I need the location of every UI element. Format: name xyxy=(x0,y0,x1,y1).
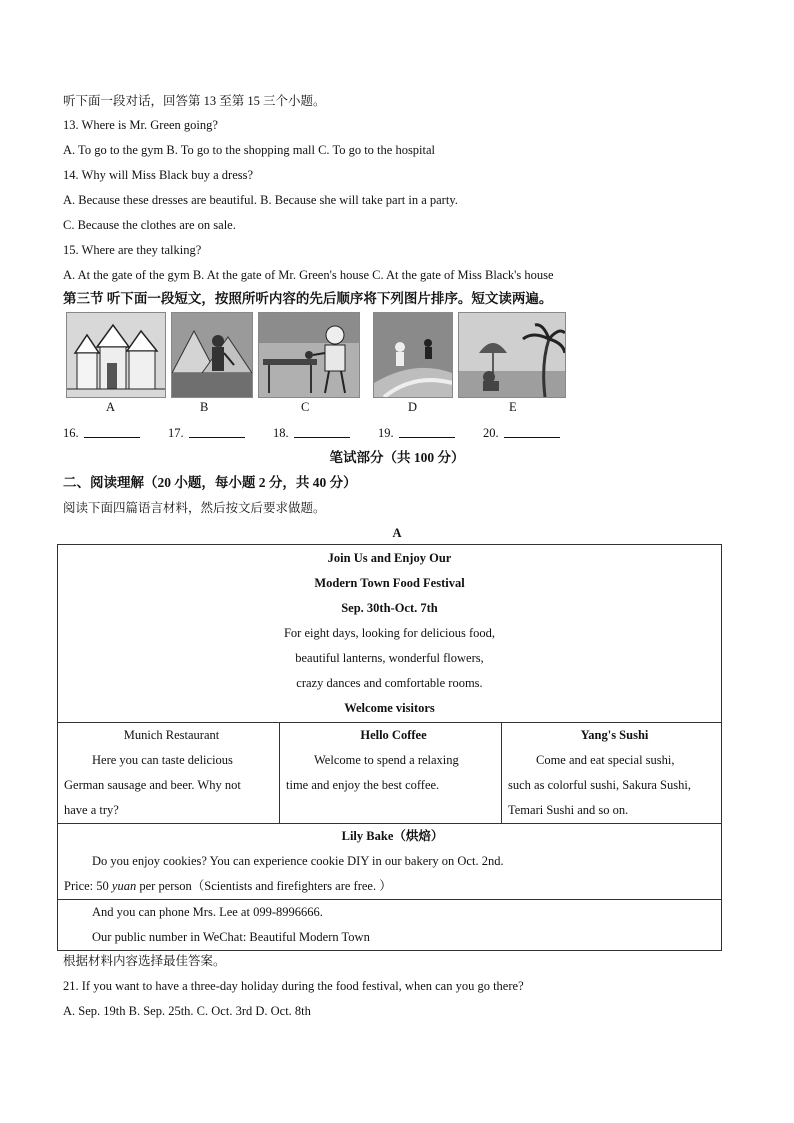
festival-desc-line3: crazy dances and comfortable rooms. xyxy=(296,676,483,690)
answer-blank-number: 19. xyxy=(378,426,394,440)
ping-pong-player-picture-icon xyxy=(258,312,360,398)
shop-yangs-sushi xyxy=(502,723,722,824)
contact-phone: And you can phone Mrs. Lee at 099-8996666. xyxy=(92,905,323,919)
festival-dates: Sep. 30th-Oct. 7th xyxy=(341,601,438,615)
question-21: 21. If you want to have a three-day holiday during the food festival, when can you go there? xyxy=(63,979,524,993)
hiker-mountain-picture-icon xyxy=(171,312,253,398)
part2-title: 二、阅读理解（20 小题，每小题 2 分，共 40 分） xyxy=(63,475,357,490)
answer-blank-line[interactable] xyxy=(504,425,560,438)
houses-picture-icon xyxy=(66,312,166,398)
answer-blank-20[interactable] xyxy=(483,425,560,441)
passage-label: A xyxy=(392,526,402,540)
festival-title-line2: Modern Town Food Festival xyxy=(314,576,465,590)
bakery-price-prefix: Price: 50 xyxy=(64,879,112,893)
question-21-options: A. Sep. 19th B. Sep. 25th. C. Oct. 3rd D. Oct. 8th xyxy=(63,1004,311,1018)
answer-blank-number: 17. xyxy=(168,426,184,440)
answer-blank-18[interactable] xyxy=(273,425,350,441)
shop-desc-line: time and enjoy the best coffee. xyxy=(286,778,440,792)
shop-desc-line: Welcome to spend a relaxing xyxy=(314,753,459,767)
question-15-options: A. At the gate of the gym B. At the gate of Mr. Green's house C. At the gate of Miss Black's house xyxy=(63,268,554,282)
written-heading: 笔试部分（共 100 分） xyxy=(329,450,465,465)
answer-blank-line[interactable] xyxy=(399,425,455,438)
bakery-cell xyxy=(58,824,722,900)
shop-desc-line: German sausage and beer. Why not xyxy=(64,778,241,792)
festival-welcome: Welcome visitors xyxy=(344,701,435,715)
choose-instructions: 根据材料内容选择最佳答案。 xyxy=(63,954,226,968)
picture-label-e: E xyxy=(509,400,517,414)
bakery-price xyxy=(64,874,721,899)
bakery-name: Lily Bake（烘焙） xyxy=(341,829,444,843)
shop-name: Yang's Sushi xyxy=(580,728,649,742)
answer-blank-line[interactable] xyxy=(189,425,245,438)
bakery-price-suffix: per person（Scientists and firefighters are free. ） xyxy=(136,879,392,893)
question-14-options-c: C. Because the clothes are on sale. xyxy=(63,218,236,232)
shop-desc-line: Come and eat special sushi, xyxy=(536,753,675,767)
answer-blank-line[interactable] xyxy=(84,425,140,438)
question-14-options: A. Because these dresses are beautiful. B. Because she will take part in a party. xyxy=(63,193,458,207)
festival-desc-line2: beautiful lanterns, wonderful flowers, xyxy=(295,651,484,665)
shop-desc-line: Here you can taste delicious xyxy=(92,753,233,767)
answer-blank-number: 16. xyxy=(63,426,79,440)
answer-blank-line[interactable] xyxy=(294,425,350,438)
picture-label-a: A xyxy=(106,400,116,414)
answer-blank-17[interactable] xyxy=(168,425,245,441)
shop-munich xyxy=(58,723,280,824)
festival-ad-table xyxy=(57,544,722,951)
festival-title-line1: Join Us and Enjoy Our xyxy=(327,551,452,565)
question-13: 13. Where is Mr. Green going? xyxy=(63,118,218,132)
answer-blank-number: 20. xyxy=(483,426,499,440)
part2-instructions: 阅读下面四篇语言材料，然后按文后要求做题。 xyxy=(63,501,326,515)
contact-cell xyxy=(58,900,722,951)
section3-title: 第三节 听下面一段短文，按照所听内容的先后顺序将下列图片排序。短文读两遍。 xyxy=(63,291,553,306)
answer-blank-16[interactable] xyxy=(63,425,140,441)
festival-desc-line1: For eight days, looking for delicious food, xyxy=(283,626,496,640)
shop-desc-line: have a try? xyxy=(64,803,119,817)
picture-strip xyxy=(0,312,794,398)
contact-wechat: Our public number in WeChat: Beautiful Modern Town xyxy=(92,930,370,944)
picture-label-d: D xyxy=(408,400,418,414)
beach-palm-picture-icon xyxy=(458,312,566,398)
picture-label-c: C xyxy=(301,400,310,414)
question-13-options: A. To go to the gym B. To go to the shopping mall C. To go to the hospital xyxy=(63,143,436,157)
shop-name: Hello Coffee xyxy=(360,728,427,742)
bakery-price-unit: yuan xyxy=(111,879,137,893)
bakery-desc: Do you enjoy cookies? You can experience cookie DIY in our bakery on Oct. 2nd. xyxy=(92,854,504,868)
walking-path-picture-icon xyxy=(373,312,453,398)
festival-header xyxy=(58,545,722,723)
picture-label-b: B xyxy=(200,400,209,414)
question-14: 14. Why will Miss Black buy a dress? xyxy=(63,168,254,182)
answer-blank-number: 18. xyxy=(273,426,289,440)
answer-blank-19[interactable] xyxy=(378,425,455,441)
shop-desc-line: Temari Sushi and so on. xyxy=(508,803,629,817)
shop-hello-coffee xyxy=(280,723,502,824)
shop-desc-line: such as colorful sushi, Sakura Sushi, xyxy=(508,778,691,792)
listening-intro: 听下面一段对话，回答第 13 至第 15 三个小题。 xyxy=(63,94,326,108)
shop-name: Munich Restaurant xyxy=(123,728,220,742)
question-15: 15. Where are they talking? xyxy=(63,243,202,257)
